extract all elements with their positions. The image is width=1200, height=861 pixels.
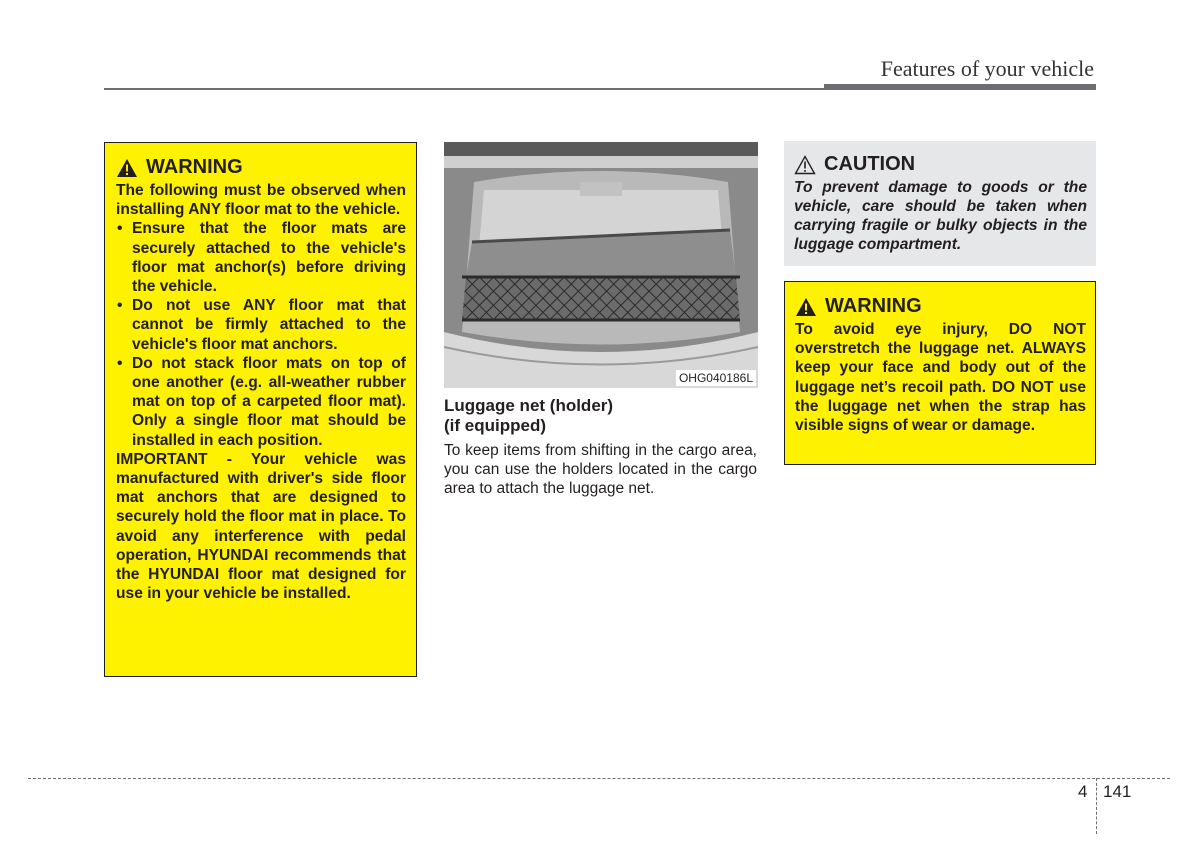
caution-title: CAUTION xyxy=(824,153,916,175)
footer-divider xyxy=(28,778,1170,779)
luggage-net-photo xyxy=(444,142,758,388)
figure-code-label: OHG040186L xyxy=(676,370,756,386)
warning-bullet: • Do not stack floor mats on top of one another (e.g. all-weather rubber mat on top of a carpeted floor mat). Only a single floor mat should be installed in each position. xyxy=(116,354,406,450)
page-header-title: Features of your vehicle xyxy=(880,56,1094,81)
chapter-number: 4 xyxy=(1078,782,1088,801)
section-title xyxy=(444,396,613,436)
warning-bullet: • Do not use ANY floor mat that cannot be firmly attached to the vehicle's floor mat anchors. xyxy=(116,296,406,354)
warning-important-note: IMPORTANT - Your vehicle was manufactured with driver's side floor mat anchors that are designed to securely hold the floor mat in place. To avoid any interference with pedal operation, HYUNDAI recommends that the HYUNDAI floor mat designed for use in your vehicle be installed. xyxy=(116,450,406,603)
warning-triangle-icon xyxy=(116,158,138,178)
warning-body xyxy=(795,320,1086,435)
warning-triangle-icon xyxy=(795,297,817,317)
warning-box-floor-mat xyxy=(104,142,417,677)
caution-box xyxy=(784,141,1096,266)
page-number: 141 xyxy=(1103,782,1132,801)
warning-luggage-net-text: To avoid eye injury, DO NOT overstretch the luggage net. ALWAYS keep your face and body out of the luggage net’s recoil path. DO NOT use the luggage net when the strap has visible signs of wear or damage. xyxy=(795,321,1086,435)
warning-heading xyxy=(795,295,1086,318)
warning-intro: The following must be observed when installing ANY floor mat to the vehicle. xyxy=(116,182,406,219)
footer-page-separator xyxy=(1096,778,1097,834)
caution-triangle-icon xyxy=(794,155,816,175)
trunk-illustration xyxy=(444,142,758,388)
section-title-line: Luggage net (holder) xyxy=(444,396,614,415)
warning-box-luggage-net xyxy=(784,281,1096,465)
section-body-text: To keep items from shifting in the cargo area, you can use the holders located in the cargo area to attach the luggage net. xyxy=(444,442,757,497)
warning-heading xyxy=(116,156,406,179)
warning-title: WARNING xyxy=(825,295,922,317)
section-title-qualifier: (if equipped) xyxy=(444,416,546,435)
warning-bullet: • Ensure that the floor mats are securely attached to the vehicle's floor mat anchor(s) before driving the vehicle. xyxy=(116,219,406,296)
warning-bullet-list xyxy=(116,219,406,449)
header-divider-accent xyxy=(824,84,1096,90)
caution-heading xyxy=(794,153,1087,176)
warning-body xyxy=(116,181,406,603)
warning-title: WARNING xyxy=(146,156,243,178)
header-divider xyxy=(104,88,824,90)
caution-body: To prevent damage to goods or the vehicle, care should be taken when carrying fragile or bulky objects in the luggage compartment. xyxy=(794,179,1087,253)
